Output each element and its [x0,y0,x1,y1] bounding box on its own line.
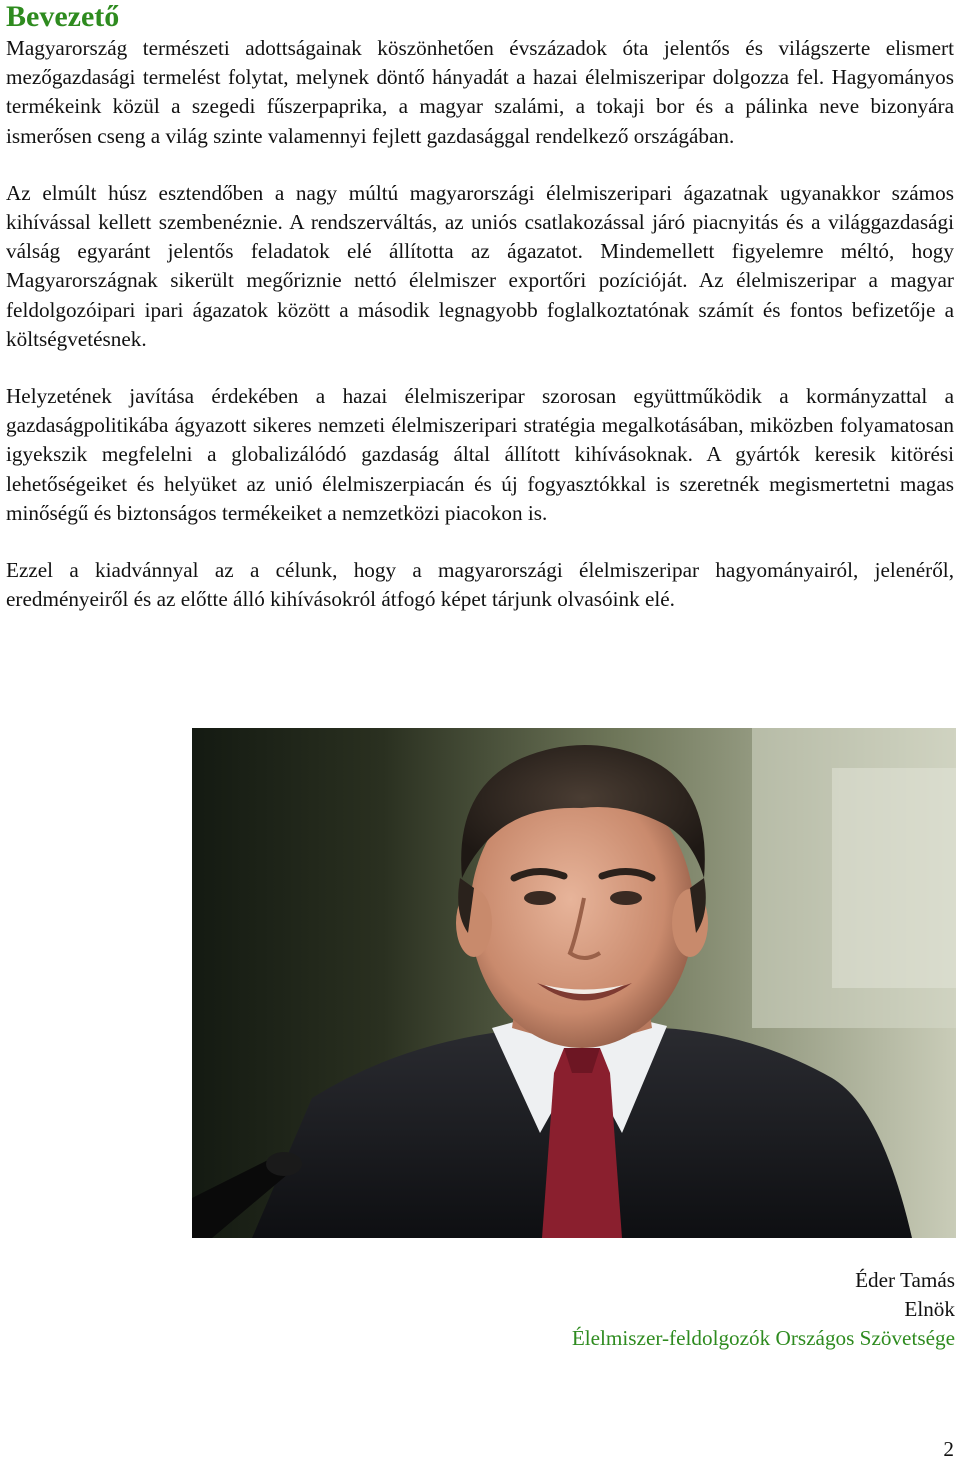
signature-title: Elnök [904,1297,955,1322]
signature-name: Éder Tamás [855,1268,955,1292]
signature-block [572,1266,955,1354]
paragraph-3: Helyzetének javítása érdekében a hazai élelmiszeripar szorosan együttműködik a kormányzattal a gazdaságpolitikába ágyazott sikeres nemzeti élelmiszeripari stratégia megalkotásában, miközben folyamatosan igyekszik megfelelni a globalizálódó gazdaság által állított kihívásoknak. A gyártók keresik kitörési lehetőségeiket és helyüket az unió élelmiszerpiacán és új fogyasztókkal is szeretnék megismertetni magas minőségű és biztonságos termékeiket a nemzetközi piacokon is. [6,384,954,525]
paragraph-2: Az elmúlt húsz esztendőben a nagy múltú magyarországi élelmiszeripari ágazatnak ugyanakkor számos kihívással kellett szembenéznie. A rendszerváltás, az uniós csatlakozással járó piacnyitás és a világgazdasági válság egyaránt jelentős feladatok elé állította az ágazatot. Mindemellett figyelemre méltó, hogy Magyarországnak sikerült megőriznie nettó élelmiszer exportőri pozícióját. Az élelmiszeripar a magyar feldolgozóipari ipari ágazatok között a második legnagyobb foglalkoztatónak számít és fontos befizetője a költségvetésnek. [6,180,954,351]
paragraph-4: Ezzel a kiadvánnyal az a célunk, hogy a magyarországi élelmiszeripar hagyományairól, jelenéről, eredményeiről és az előtte álló kihívásokról átfogó képet tárjunk olvasóink elé. [6,558,954,612]
signature-organization: Élelmiszer-feldolgozók Országos Szövetsége [571,1326,955,1351]
page-title: Bevezető [6,0,120,33]
paragraph-1: Magyarország természeti adottságainak köszönhetően évszázadok óta jelentős és világszerte elismert mezőgazdasági termelést folytat, melynek döntő hányadát a hazai élelmiszeripar dolgozza fel. Hagyományos termékeink közül a szegedi fűszerpaprika, a magyar szalámi, a tokaji bor és a pálinka neve bizonyára ismerősen cseng a világ szinte valamennyi fejlett gazdasággal rendelkező országában. [6,36,954,148]
page-number: 2 [943,1437,954,1461]
portrait-photo [192,728,956,1238]
document-page [6,0,954,614]
